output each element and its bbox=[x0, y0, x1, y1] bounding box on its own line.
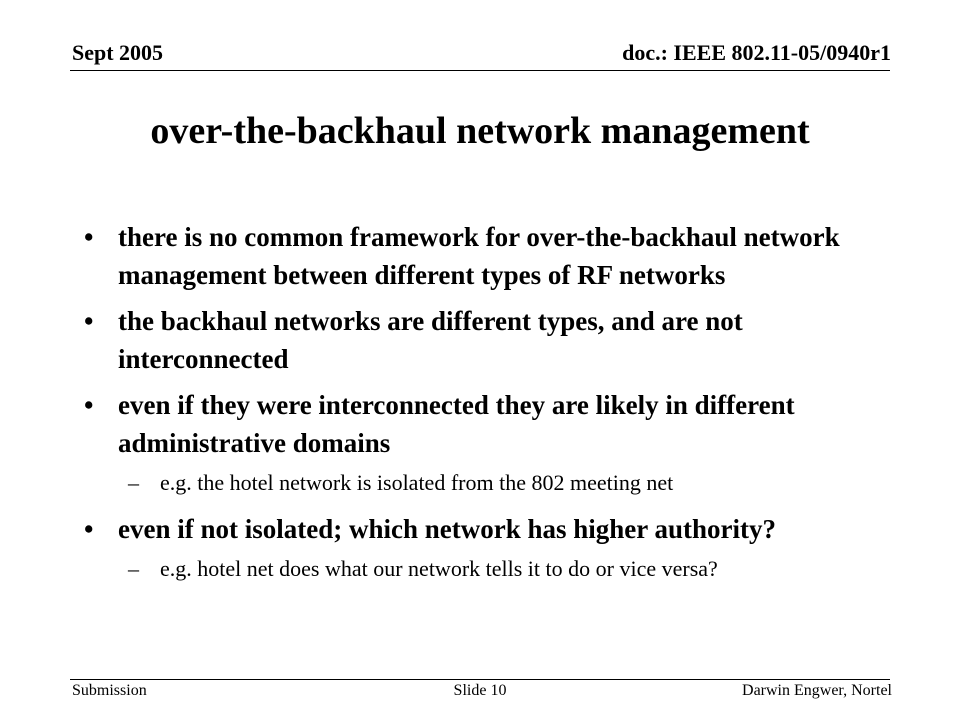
dash-icon: – bbox=[128, 556, 139, 581]
bullet-text: there is no common framework for over-the-backhaul network management between different types of RF networks bbox=[118, 222, 840, 290]
footer-divider bbox=[70, 679, 890, 680]
bullet-text: the backhaul networks are different types, and are not interconnected bbox=[118, 306, 743, 374]
footer-author: Darwin Engwer, Nortel bbox=[742, 682, 892, 699]
bullet-icon: • bbox=[84, 514, 94, 544]
bullet-item bbox=[80, 218, 880, 294]
bullet-item bbox=[80, 510, 880, 548]
sub-bullet-item bbox=[80, 554, 880, 584]
header-date: Sept 2005 bbox=[72, 40, 164, 65]
slide-body bbox=[80, 218, 880, 596]
bullet-icon: • bbox=[84, 222, 94, 252]
header-divider bbox=[70, 70, 890, 71]
bullet-icon: • bbox=[84, 390, 94, 420]
slide-title: over-the-backhaul network management bbox=[150, 110, 810, 152]
bullet-text: even if they were interconnected they are likely in different administrative domains bbox=[118, 390, 795, 458]
bullet-item bbox=[80, 386, 880, 462]
sub-bullet-item bbox=[80, 468, 880, 498]
bullet-item bbox=[80, 302, 880, 378]
sub-bullet-text: e.g. the hotel network is isolated from the 802 meeting net bbox=[160, 470, 674, 495]
sub-bullet-text: e.g. hotel net does what our network tells it to do or vice versa? bbox=[160, 556, 718, 581]
footer-slide-number: Slide 10 bbox=[453, 682, 507, 699]
header-doc-id: doc.: IEEE 802.11-05/0940r1 bbox=[622, 40, 891, 65]
bullet-text: even if not isolated; which network has higher authority? bbox=[118, 514, 777, 544]
footer-submission: Submission bbox=[72, 682, 147, 699]
dash-icon: – bbox=[128, 470, 139, 495]
bullet-icon: • bbox=[84, 306, 94, 336]
